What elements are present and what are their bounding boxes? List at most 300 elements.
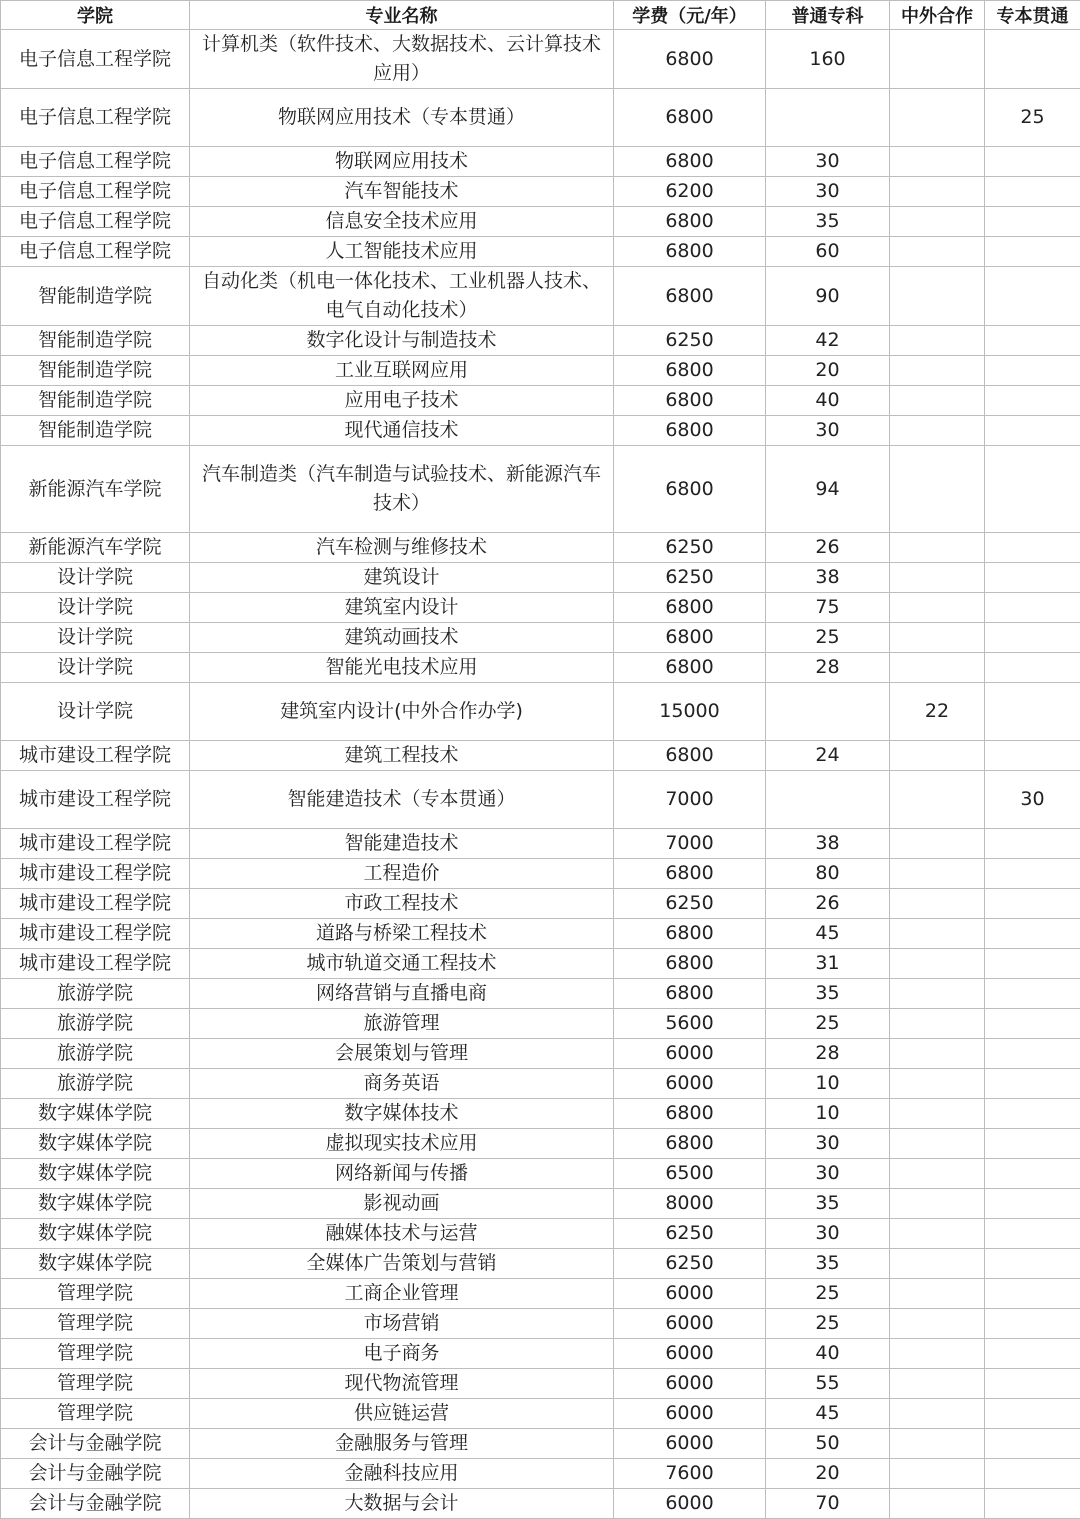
college-cell: 管理学院 xyxy=(1,1399,190,1429)
sino-foreign-count-cell xyxy=(890,416,985,446)
table-row xyxy=(1,1129,1080,1159)
major-cell: 物联网应用技术 xyxy=(190,147,614,177)
through-count-cell xyxy=(985,207,1080,237)
table-row xyxy=(1,30,1080,89)
sino-foreign-count-cell xyxy=(890,1099,985,1129)
sino-foreign-count-cell xyxy=(890,1009,985,1039)
major-cell: 工业互联网应用 xyxy=(190,356,614,386)
header-college: 学院 xyxy=(1,1,190,30)
fee-cell: 6000 xyxy=(614,1339,766,1369)
fee-cell: 6800 xyxy=(614,237,766,267)
table-row xyxy=(1,889,1080,919)
sino-foreign-count-cell xyxy=(890,533,985,563)
fee-cell: 6250 xyxy=(614,1219,766,1249)
fee-cell: 6000 xyxy=(614,1069,766,1099)
fee-cell: 6800 xyxy=(614,859,766,889)
through-count-cell xyxy=(985,741,1080,771)
major-cell: 建筑工程技术 xyxy=(190,741,614,771)
through-count-cell xyxy=(985,979,1080,1009)
college-cell: 会计与金融学院 xyxy=(1,1489,190,1519)
regular-count-cell xyxy=(766,89,890,147)
regular-count-cell: 160 xyxy=(766,30,890,89)
college-cell: 管理学院 xyxy=(1,1279,190,1309)
regular-count-cell: 40 xyxy=(766,1339,890,1369)
major-cell: 人工智能技术应用 xyxy=(190,237,614,267)
major-cell: 会展策划与管理 xyxy=(190,1039,614,1069)
sino-foreign-count-cell xyxy=(890,653,985,683)
table-row xyxy=(1,1099,1080,1129)
table-row xyxy=(1,1249,1080,1279)
major-cell: 城市轨道交通工程技术 xyxy=(190,949,614,979)
college-cell: 数字媒体学院 xyxy=(1,1189,190,1219)
table-row xyxy=(1,593,1080,623)
through-count-cell xyxy=(985,1369,1080,1399)
regular-count-cell: 31 xyxy=(766,949,890,979)
through-count-cell xyxy=(985,533,1080,563)
regular-count-cell: 30 xyxy=(766,147,890,177)
major-cell: 信息安全技术应用 xyxy=(190,207,614,237)
major-cell: 数字化设计与制造技术 xyxy=(190,326,614,356)
table-row xyxy=(1,1039,1080,1069)
regular-count-cell: 60 xyxy=(766,237,890,267)
sino-foreign-count-cell xyxy=(890,1249,985,1279)
college-cell: 城市建设工程学院 xyxy=(1,829,190,859)
table-row xyxy=(1,949,1080,979)
major-cell: 网络营销与直播电商 xyxy=(190,979,614,1009)
through-count-cell xyxy=(985,1309,1080,1339)
major-cell: 电子商务 xyxy=(190,1339,614,1369)
regular-count-cell: 35 xyxy=(766,1189,890,1219)
through-count-cell xyxy=(985,653,1080,683)
through-count-cell xyxy=(985,829,1080,859)
college-cell: 管理学院 xyxy=(1,1309,190,1339)
college-cell: 会计与金融学院 xyxy=(1,1459,190,1489)
through-count-cell xyxy=(985,1189,1080,1219)
header-row xyxy=(1,1,1080,30)
through-count-cell xyxy=(985,1009,1080,1039)
regular-count-cell: 75 xyxy=(766,593,890,623)
college-cell: 智能制造学院 xyxy=(1,267,190,326)
major-cell: 市场营销 xyxy=(190,1309,614,1339)
fee-cell: 6000 xyxy=(614,1429,766,1459)
sino-foreign-count-cell xyxy=(890,1039,985,1069)
table-row xyxy=(1,147,1080,177)
sino-foreign-count-cell xyxy=(890,741,985,771)
fee-cell: 6800 xyxy=(614,1099,766,1129)
sino-foreign-count-cell xyxy=(890,1369,985,1399)
sino-foreign-count-cell xyxy=(890,446,985,533)
fee-cell: 6800 xyxy=(614,30,766,89)
major-cell: 汽车制造类（汽车制造与试验技术、新能源汽车技术） xyxy=(190,446,614,533)
fee-cell: 6500 xyxy=(614,1159,766,1189)
regular-count-cell: 25 xyxy=(766,1309,890,1339)
sino-foreign-count-cell: 22 xyxy=(890,683,985,741)
college-cell: 会计与金融学院 xyxy=(1,1429,190,1459)
through-count-cell xyxy=(985,1099,1080,1129)
fee-cell: 6800 xyxy=(614,653,766,683)
through-count-cell xyxy=(985,356,1080,386)
regular-count-cell: 30 xyxy=(766,1219,890,1249)
sino-foreign-count-cell xyxy=(890,177,985,207)
through-count-cell xyxy=(985,1069,1080,1099)
through-count-cell xyxy=(985,949,1080,979)
major-cell: 网络新闻与传播 xyxy=(190,1159,614,1189)
fee-cell: 15000 xyxy=(614,683,766,741)
sino-foreign-count-cell xyxy=(890,356,985,386)
sino-foreign-count-cell xyxy=(890,623,985,653)
fee-cell: 6250 xyxy=(614,1249,766,1279)
college-cell: 设计学院 xyxy=(1,563,190,593)
through-count-cell xyxy=(985,1399,1080,1429)
through-count-cell xyxy=(985,1219,1080,1249)
sino-foreign-count-cell xyxy=(890,1339,985,1369)
sino-foreign-count-cell xyxy=(890,593,985,623)
through-count-cell xyxy=(985,267,1080,326)
through-count-cell xyxy=(985,1039,1080,1069)
major-cell: 计算机类（软件技术、大数据技术、云计算技术应用） xyxy=(190,30,614,89)
fee-cell: 7600 xyxy=(614,1459,766,1489)
major-cell: 自动化类（机电一体化技术、工业机器人技术、电气自动化技术） xyxy=(190,267,614,326)
regular-count-cell: 24 xyxy=(766,741,890,771)
through-count-cell xyxy=(985,386,1080,416)
table-row xyxy=(1,446,1080,533)
college-cell: 设计学院 xyxy=(1,653,190,683)
major-cell: 大数据与会计 xyxy=(190,1489,614,1519)
college-cell: 智能制造学院 xyxy=(1,356,190,386)
fee-cell: 6800 xyxy=(614,386,766,416)
fee-cell: 6000 xyxy=(614,1279,766,1309)
table-row xyxy=(1,356,1080,386)
through-count-cell xyxy=(985,326,1080,356)
table-row xyxy=(1,1279,1080,1309)
table-row xyxy=(1,207,1080,237)
sino-foreign-count-cell xyxy=(890,267,985,326)
major-cell: 现代通信技术 xyxy=(190,416,614,446)
college-cell: 城市建设工程学院 xyxy=(1,889,190,919)
major-cell: 工商企业管理 xyxy=(190,1279,614,1309)
table-row xyxy=(1,1429,1080,1459)
through-count-cell xyxy=(985,593,1080,623)
through-count-cell xyxy=(985,1249,1080,1279)
through-count-cell xyxy=(985,147,1080,177)
major-cell: 虚拟现实技术应用 xyxy=(190,1129,614,1159)
sino-foreign-count-cell xyxy=(890,1459,985,1489)
table-row xyxy=(1,326,1080,356)
fee-cell: 6250 xyxy=(614,533,766,563)
header-through: 专本贯通 xyxy=(985,1,1080,30)
through-count-cell xyxy=(985,889,1080,919)
college-cell: 电子信息工程学院 xyxy=(1,89,190,147)
sino-foreign-count-cell xyxy=(890,1279,985,1309)
table-row xyxy=(1,859,1080,889)
table-row xyxy=(1,1339,1080,1369)
table-row xyxy=(1,979,1080,1009)
regular-count-cell: 80 xyxy=(766,859,890,889)
through-count-cell xyxy=(985,1159,1080,1189)
regular-count-cell: 55 xyxy=(766,1369,890,1399)
fee-cell: 6800 xyxy=(614,416,766,446)
major-cell: 智能光电技术应用 xyxy=(190,653,614,683)
regular-count-cell: 70 xyxy=(766,1489,890,1519)
college-cell: 智能制造学院 xyxy=(1,326,190,356)
regular-count-cell: 26 xyxy=(766,889,890,919)
table-row xyxy=(1,919,1080,949)
college-cell: 设计学院 xyxy=(1,593,190,623)
sino-foreign-count-cell xyxy=(890,1129,985,1159)
major-cell: 建筑室内设计(中外合作办学) xyxy=(190,683,614,741)
regular-count-cell: 28 xyxy=(766,653,890,683)
fee-cell: 6800 xyxy=(614,446,766,533)
table-row xyxy=(1,771,1080,829)
table-row xyxy=(1,653,1080,683)
table-row xyxy=(1,1159,1080,1189)
table-row xyxy=(1,1369,1080,1399)
sino-foreign-count-cell xyxy=(890,1399,985,1429)
regular-count-cell: 26 xyxy=(766,533,890,563)
regular-count-cell: 30 xyxy=(766,1159,890,1189)
sino-foreign-count-cell xyxy=(890,919,985,949)
regular-count-cell: 94 xyxy=(766,446,890,533)
table-row xyxy=(1,741,1080,771)
regular-count-cell: 50 xyxy=(766,1429,890,1459)
table-row xyxy=(1,1219,1080,1249)
table-row xyxy=(1,1309,1080,1339)
college-cell: 城市建设工程学院 xyxy=(1,859,190,889)
major-cell: 汽车检测与维修技术 xyxy=(190,533,614,563)
college-cell: 电子信息工程学院 xyxy=(1,177,190,207)
regular-count-cell: 45 xyxy=(766,1399,890,1429)
regular-count-cell: 35 xyxy=(766,207,890,237)
table-row xyxy=(1,267,1080,326)
through-count-cell: 25 xyxy=(985,89,1080,147)
college-cell: 管理学院 xyxy=(1,1339,190,1369)
table-row xyxy=(1,623,1080,653)
sino-foreign-count-cell xyxy=(890,771,985,829)
major-cell: 融媒体技术与运营 xyxy=(190,1219,614,1249)
fee-cell: 6000 xyxy=(614,1369,766,1399)
table-row xyxy=(1,683,1080,741)
table-row xyxy=(1,416,1080,446)
major-cell: 建筑动画技术 xyxy=(190,623,614,653)
through-count-cell xyxy=(985,416,1080,446)
college-cell: 城市建设工程学院 xyxy=(1,771,190,829)
table-row xyxy=(1,1459,1080,1489)
college-cell: 城市建设工程学院 xyxy=(1,741,190,771)
college-cell: 数字媒体学院 xyxy=(1,1129,190,1159)
regular-count-cell: 42 xyxy=(766,326,890,356)
through-count-cell xyxy=(985,919,1080,949)
college-cell: 新能源汽车学院 xyxy=(1,446,190,533)
through-count-cell xyxy=(985,446,1080,533)
fee-cell: 6800 xyxy=(614,1129,766,1159)
fee-cell: 6800 xyxy=(614,267,766,326)
header-major: 专业名称 xyxy=(190,1,614,30)
college-cell: 旅游学院 xyxy=(1,1039,190,1069)
college-cell: 新能源汽车学院 xyxy=(1,533,190,563)
fee-cell: 6250 xyxy=(614,326,766,356)
regular-count-cell xyxy=(766,683,890,741)
table-row xyxy=(1,237,1080,267)
regular-count-cell: 38 xyxy=(766,563,890,593)
regular-count-cell: 25 xyxy=(766,623,890,653)
sino-foreign-count-cell xyxy=(890,1189,985,1219)
sino-foreign-count-cell xyxy=(890,237,985,267)
sino-foreign-count-cell xyxy=(890,386,985,416)
college-cell: 旅游学院 xyxy=(1,1009,190,1039)
college-cell: 电子信息工程学院 xyxy=(1,207,190,237)
fee-cell: 6800 xyxy=(614,623,766,653)
college-cell: 数字媒体学院 xyxy=(1,1249,190,1279)
through-count-cell xyxy=(985,683,1080,741)
header-regular: 普通专科 xyxy=(766,1,890,30)
college-cell: 智能制造学院 xyxy=(1,416,190,446)
college-cell: 设计学院 xyxy=(1,683,190,741)
regular-count-cell: 28 xyxy=(766,1039,890,1069)
major-cell: 金融科技应用 xyxy=(190,1459,614,1489)
major-cell: 汽车智能技术 xyxy=(190,177,614,207)
sino-foreign-count-cell xyxy=(890,1069,985,1099)
through-count-cell xyxy=(985,1339,1080,1369)
through-count-cell xyxy=(985,30,1080,89)
table-body xyxy=(1,30,1080,1519)
college-cell: 智能制造学院 xyxy=(1,386,190,416)
fee-cell: 6800 xyxy=(614,979,766,1009)
sino-foreign-count-cell xyxy=(890,563,985,593)
through-count-cell xyxy=(985,563,1080,593)
regular-count-cell: 40 xyxy=(766,386,890,416)
sino-foreign-count-cell xyxy=(890,949,985,979)
major-cell: 旅游管理 xyxy=(190,1009,614,1039)
major-cell: 建筑设计 xyxy=(190,563,614,593)
through-count-cell xyxy=(985,1429,1080,1459)
through-count-cell xyxy=(985,623,1080,653)
major-cell: 道路与桥梁工程技术 xyxy=(190,919,614,949)
header-fee: 学费（元/年） xyxy=(614,1,766,30)
regular-count-cell: 35 xyxy=(766,979,890,1009)
major-cell: 全媒体广告策划与营销 xyxy=(190,1249,614,1279)
major-cell: 市政工程技术 xyxy=(190,889,614,919)
table-row xyxy=(1,1399,1080,1429)
major-cell: 工程造价 xyxy=(190,859,614,889)
fee-cell: 6000 xyxy=(614,1309,766,1339)
sino-foreign-count-cell xyxy=(890,326,985,356)
college-cell: 电子信息工程学院 xyxy=(1,237,190,267)
sino-foreign-count-cell xyxy=(890,89,985,147)
table-row xyxy=(1,829,1080,859)
fee-cell: 6800 xyxy=(614,741,766,771)
through-count-cell xyxy=(985,237,1080,267)
major-cell: 现代物流管理 xyxy=(190,1369,614,1399)
regular-count-cell xyxy=(766,771,890,829)
fee-cell: 6800 xyxy=(614,919,766,949)
table-row xyxy=(1,1069,1080,1099)
sino-foreign-count-cell xyxy=(890,30,985,89)
regular-count-cell: 25 xyxy=(766,1279,890,1309)
fee-cell: 8000 xyxy=(614,1189,766,1219)
college-cell: 电子信息工程学院 xyxy=(1,147,190,177)
regular-count-cell: 30 xyxy=(766,1129,890,1159)
major-cell: 建筑室内设计 xyxy=(190,593,614,623)
regular-count-cell: 38 xyxy=(766,829,890,859)
regular-count-cell: 45 xyxy=(766,919,890,949)
table-row xyxy=(1,563,1080,593)
major-cell: 商务英语 xyxy=(190,1069,614,1099)
table-row xyxy=(1,1009,1080,1039)
fee-cell: 5600 xyxy=(614,1009,766,1039)
regular-count-cell: 30 xyxy=(766,177,890,207)
fee-cell: 6800 xyxy=(614,89,766,147)
through-count-cell xyxy=(985,1279,1080,1309)
regular-count-cell: 20 xyxy=(766,1459,890,1489)
sino-foreign-count-cell xyxy=(890,1429,985,1459)
fee-cell: 6800 xyxy=(614,207,766,237)
fee-cell: 6800 xyxy=(614,593,766,623)
major-cell: 物联网应用技术（专本贯通） xyxy=(190,89,614,147)
major-cell: 智能建造技术（专本贯通） xyxy=(190,771,614,829)
college-cell: 数字媒体学院 xyxy=(1,1219,190,1249)
table-row xyxy=(1,89,1080,147)
major-cell: 智能建造技术 xyxy=(190,829,614,859)
fee-cell: 6800 xyxy=(614,147,766,177)
sino-foreign-count-cell xyxy=(890,147,985,177)
fee-cell: 7000 xyxy=(614,829,766,859)
college-cell: 旅游学院 xyxy=(1,1069,190,1099)
sino-foreign-count-cell xyxy=(890,979,985,1009)
college-cell: 城市建设工程学院 xyxy=(1,949,190,979)
sino-foreign-count-cell xyxy=(890,1219,985,1249)
through-count-cell: 30 xyxy=(985,771,1080,829)
fee-cell: 6800 xyxy=(614,356,766,386)
major-cell: 影视动画 xyxy=(190,1189,614,1219)
regular-count-cell: 35 xyxy=(766,1249,890,1279)
college-cell: 数字媒体学院 xyxy=(1,1159,190,1189)
major-cell: 供应链运营 xyxy=(190,1399,614,1429)
major-cell: 数字媒体技术 xyxy=(190,1099,614,1129)
college-cell: 旅游学院 xyxy=(1,979,190,1009)
table-row xyxy=(1,386,1080,416)
through-count-cell xyxy=(985,1129,1080,1159)
regular-count-cell: 20 xyxy=(766,356,890,386)
regular-count-cell: 10 xyxy=(766,1069,890,1099)
regular-count-cell: 25 xyxy=(766,1009,890,1039)
through-count-cell xyxy=(985,859,1080,889)
college-cell: 电子信息工程学院 xyxy=(1,30,190,89)
sino-foreign-count-cell xyxy=(890,1309,985,1339)
college-cell: 城市建设工程学院 xyxy=(1,919,190,949)
college-cell: 设计学院 xyxy=(1,623,190,653)
header-sino-foreign: 中外合作 xyxy=(890,1,985,30)
sino-foreign-count-cell xyxy=(890,207,985,237)
sino-foreign-count-cell xyxy=(890,829,985,859)
fee-cell: 6000 xyxy=(614,1399,766,1429)
college-cell: 数字媒体学院 xyxy=(1,1099,190,1129)
through-count-cell xyxy=(985,177,1080,207)
sino-foreign-count-cell xyxy=(890,859,985,889)
fee-cell: 6250 xyxy=(614,889,766,919)
fee-cell: 7000 xyxy=(614,771,766,829)
major-cell: 金融服务与管理 xyxy=(190,1429,614,1459)
fee-cell: 6000 xyxy=(614,1039,766,1069)
fee-cell: 6200 xyxy=(614,177,766,207)
fee-cell: 6000 xyxy=(614,1489,766,1519)
table-row xyxy=(1,533,1080,563)
table-row xyxy=(1,177,1080,207)
fee-cell: 6250 xyxy=(614,563,766,593)
sino-foreign-count-cell xyxy=(890,889,985,919)
college-cell: 管理学院 xyxy=(1,1369,190,1399)
regular-count-cell: 30 xyxy=(766,416,890,446)
table-header xyxy=(1,1,1080,30)
